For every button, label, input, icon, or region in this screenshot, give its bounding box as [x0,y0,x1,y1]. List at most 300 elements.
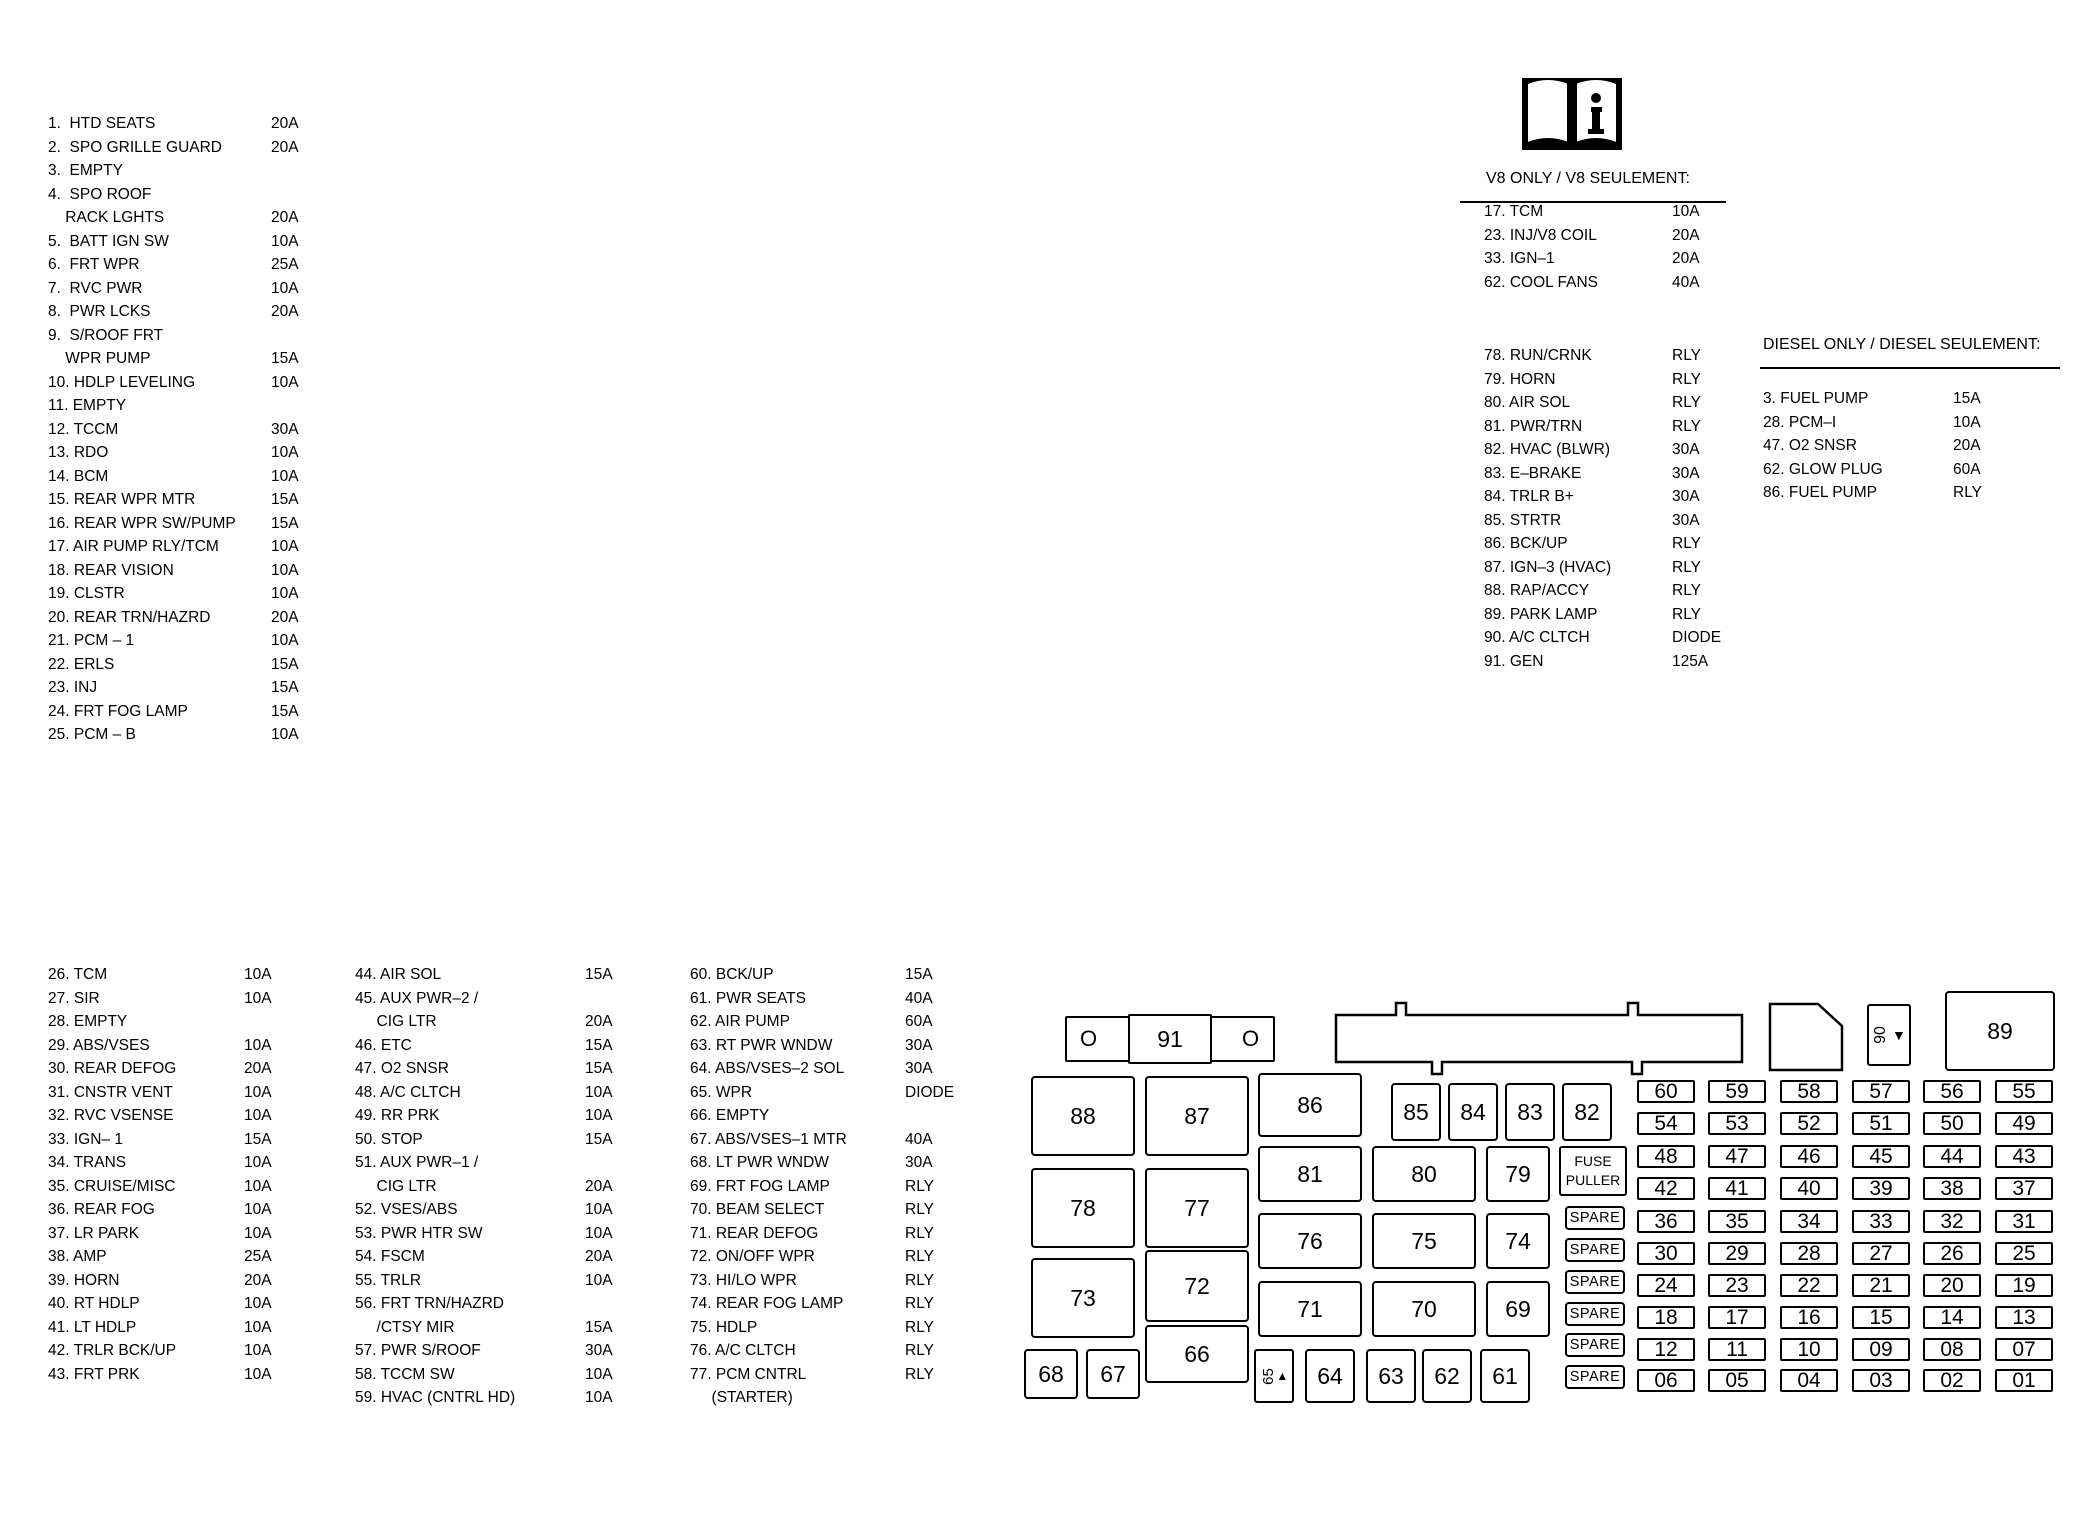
fuse-puller-line-1: FUSE [1574,1153,1612,1169]
mini-fuse-46: 46 [1780,1145,1838,1168]
fuse-rating: 30A [1672,464,1700,482]
fuse-rating: 10A [585,1224,613,1242]
fuse-label: 73. HI/LO WPR [690,1271,797,1289]
fuse-label: 62. COOL FANS [1484,273,1598,291]
mini-fuse-19: 19 [1995,1274,2053,1297]
fuse-label: 90. A/C CLTCH [1484,629,1590,646]
fuse-rating: 10A [271,538,299,555]
fuse-label: 23. INJ [48,679,98,696]
relay-box-85: 85 [1391,1083,1441,1141]
fuse-rating: 20A [1672,250,1700,267]
relay-box-71: 71 [1258,1281,1362,1337]
fuse-label: 23. INJ/V8 COIL [1484,226,1597,244]
fuse-rating: 30A [1672,511,1700,529]
fuse-label: 85. STRTR [1484,511,1562,529]
mini-fuse-28: 28 [1780,1242,1838,1265]
fuse-rating: 15A [905,966,933,983]
fuse-rating: 10A [1953,413,1981,431]
mini-fuse-09: 09 [1852,1338,1910,1361]
fuse-rating: RLY [905,1342,935,1359]
fuse-rating: 40A [1672,273,1700,291]
mini-fuse-24: 24 [1637,1274,1695,1297]
fuse-label: 1. HTD SEATS [48,115,156,132]
fuse-rating: 10A [244,1342,272,1359]
mini-fuse-25: 25 [1995,1242,2053,1265]
mini-fuse-27: 27 [1852,1242,1910,1265]
gen-bolt-right: O [1242,1026,1260,1051]
fuse-label: 43. FRT PRK [48,1365,140,1383]
relay-box-63: 63 [1366,1349,1416,1403]
fuse-label: 22. ERLS [48,655,115,673]
fuse-label: 19. CLSTR [48,585,125,602]
fuse-rating: 10A [585,1365,613,1383]
diode-65 [1254,1349,1294,1403]
fuse-label: 53. PWR HTR SW [355,1224,483,1242]
mini-fuse-10: 10 [1780,1338,1838,1361]
fuse-rating: 10A [585,1201,613,1218]
fuse-rating: RLY [905,1224,935,1242]
mini-fuse-36: 36 [1637,1210,1695,1233]
fuse-label: 31. CNSTR VENT [48,1083,173,1101]
fuse-label: 89. PARK LAMP [1484,605,1598,623]
mini-fuse-18: 18 [1637,1306,1695,1329]
relay-box-74: 74 [1486,1213,1550,1269]
mini-fuse-21: 21 [1852,1274,1910,1297]
mini-fuse-54: 54 [1637,1112,1695,1135]
fuse-label: 44. AIR SOL [355,966,442,983]
fuse-rating: 20A [271,138,299,156]
fuse-label: 3. FUEL PUMP [1763,390,1869,407]
fuse-rating: 10A [271,585,299,602]
fuse-label: 42. TRLR BCK/UP [48,1342,177,1359]
fuse-91-gen: 91 [1128,1014,1212,1064]
fuse-label: 86. FUEL PUMP [1763,484,1877,501]
mini-fuse-57: 57 [1852,1080,1910,1103]
fuse-rating: 10A [585,1107,613,1124]
fuse-rating: 20A [585,1177,613,1195]
relay-box-78: 78 [1031,1168,1135,1248]
fuse-rating: 10A [244,1083,272,1101]
fuse-rating: 20A [585,1013,613,1030]
fuse-label: 55. TRLR [355,1271,422,1289]
relay-box-69: 69 [1486,1281,1550,1337]
fuse-rating: 10A [244,1107,272,1124]
fuse-label: CIG LTR [355,1177,437,1195]
diesel-only-title: DIESEL ONLY / DIESEL SEULEMENT: [1763,336,2041,353]
fuse-label: 32. RVC VSENSE [48,1107,174,1124]
fuse-puller-line-2: PULLER [1565,1172,1621,1188]
fuse-rating: 10A [271,632,299,649]
fuse-rating: RLY [1672,347,1702,364]
diode-65-label: 65 [1259,1367,1277,1385]
fuse-rating: 20A [585,1248,613,1265]
fuse-rating: 30A [1672,488,1700,505]
mini-fuse-07: 07 [1995,1338,2053,1361]
fuse-rating: RLY [905,1295,935,1312]
fuse-label: 18. REAR VISION [48,561,174,579]
fuse-label: 29. ABS/VSES [48,1036,150,1054]
fuse-rating: 40A [905,1130,933,1148]
mini-fuse-37: 37 [1995,1177,2053,1200]
fuse-rating: RLY [1672,605,1702,623]
mini-fuse-45: 45 [1852,1145,1910,1168]
fuse-rating: 40A [905,989,933,1007]
fuse-label: 8. PWR LCKS [48,303,151,320]
fuse-rating: 30A [271,420,299,438]
fuse-label: 9. S/ROOF FRT [48,326,164,344]
fuse-label: 91. GEN [1484,652,1544,670]
fuse-label: 17. TCM [1484,203,1544,220]
fuse-label: 63. RT PWR WNDW [690,1036,833,1054]
mini-fuse-34: 34 [1780,1210,1838,1233]
fuse-rating: 10A [244,989,272,1007]
mini-fuse-11: 11 [1708,1338,1766,1361]
fuse-rating: 20A [1672,226,1700,244]
mini-fuse-40: 40 [1780,1177,1838,1200]
fuse-label: 41. LT HDLP [48,1318,137,1336]
mini-fuse-49: 49 [1995,1112,2053,1135]
fuse-rating: 10A [244,1224,272,1242]
fuse-rating: 60A [1953,460,1981,478]
mini-fuse-43: 43 [1995,1145,2053,1168]
fuse-label: 14. BCM [48,467,109,485]
mini-fuse-26: 26 [1923,1242,1981,1265]
fuse-label: 62. AIR PUMP [690,1013,790,1030]
fuse-label: 33. IGN–1 [1484,250,1555,267]
fuse-label: /CTSY MIR [355,1318,455,1336]
fuse-rating: RLY [905,1318,935,1336]
spare-fuse-slot: SPARE [1565,1238,1625,1262]
fuse-label: 71. REAR DEFOG [690,1224,819,1242]
fuse-label: 60. BCK/UP [690,966,774,983]
mini-fuse-41: 41 [1708,1177,1766,1200]
fuse-label: 70. BEAM SELECT [690,1201,825,1218]
fuse-label: 74. REAR FOG LAMP [690,1295,844,1312]
fuse-label: 86. BCK/UP [1484,535,1568,552]
mini-fuse-15: 15 [1852,1306,1910,1329]
mini-fuse-12: 12 [1637,1338,1695,1361]
fuse-rating: RLY [905,1271,935,1289]
fuse-label: 3. EMPTY [48,162,123,179]
fuse-label: 30. REAR DEFOG [48,1060,177,1077]
fuse-label: (STARTER) [690,1389,793,1406]
fuse-label: 57. PWR S/ROOF [355,1342,481,1359]
fuse-label: 66. EMPTY [690,1107,770,1124]
fuse-rating: 15A [271,491,299,508]
mini-fuse-56: 56 [1923,1080,1981,1103]
fuse-label: 25. PCM – B [48,726,136,743]
fuse-label: 45. AUX PWR–2 / [355,989,479,1007]
fuse-rating: 10A [244,1154,272,1171]
fuse-rating: 10A [271,279,299,297]
spare-fuse-slot: SPARE [1565,1333,1625,1357]
mini-fuse-53: 53 [1708,1112,1766,1135]
fuse-rating: 20A [244,1060,272,1077]
fuse-rating: 10A [244,966,272,983]
mini-fuse-55: 55 [1995,1080,2053,1103]
mini-fuse-32: 32 [1923,1210,1981,1233]
fuse-label: 48. A/C CLTCH [355,1083,461,1101]
fuse-rating: 15A [585,1318,613,1336]
mini-fuse-05: 05 [1708,1369,1766,1392]
fuse-label: 36. REAR FOG [48,1201,155,1218]
relay-box-61: 61 [1480,1349,1530,1403]
fuse-rating: 15A [585,1036,613,1054]
relay-box-75: 75 [1372,1213,1476,1269]
fuse-label: 65. WPR [690,1083,753,1101]
fuse-label: 47. O2 SNSR [355,1060,449,1077]
fuse-label: 69. FRT FOG LAMP [690,1177,830,1195]
fuse-label: WPR PUMP [48,350,151,367]
mini-fuse-50: 50 [1923,1112,1981,1135]
fuse-rating: RLY [905,1201,935,1218]
mini-fuse-01: 01 [1995,1369,2053,1392]
fuse-label: 81. PWR/TRN [1484,417,1583,435]
fuse-label: 67. ABS/VSES–1 MTR [690,1130,847,1148]
mini-fuse-20: 20 [1923,1274,1981,1297]
fuse-rating: 10A [244,1318,272,1336]
spare-fuse-slot: SPARE [1565,1365,1625,1389]
fuse-label: 88. RAP/ACCY [1484,582,1590,599]
fuse-rating: 10A [271,726,299,743]
fuse-label: 58. TCCM SW [355,1365,455,1383]
mini-fuse-44: 44 [1923,1145,1981,1168]
fuse-rating: 10A [244,1036,272,1054]
fuse-rating: 25A [244,1248,272,1265]
mini-fuse-52: 52 [1780,1112,1838,1135]
fuse-rating: DIODE [1672,629,1722,646]
fuse-rating: 10A [244,1295,272,1312]
mini-fuse-04: 04 [1780,1369,1838,1392]
relay-box-79: 79 [1486,1146,1550,1202]
diode-symbol-icon: ▼ [1891,1027,1906,1043]
diode-90-label: 90 [1872,1026,1890,1044]
fuse-rating: 10A [271,561,299,579]
v8-only-title: V8 ONLY / V8 SEULEMENT: [1486,170,1690,187]
mini-fuse-08: 08 [1923,1338,1981,1361]
fuse-rating: 10A [271,444,299,461]
mini-fuse-30: 30 [1637,1242,1695,1265]
fuse-rating: 10A [244,1201,272,1218]
relay-box-68: 68 [1024,1349,1078,1399]
relay-box-82: 82 [1562,1083,1612,1141]
fuse-rating: 30A [905,1060,933,1077]
fuse-rating: RLY [1672,370,1702,388]
fuse-rating: RLY [1672,558,1702,576]
fuse-rating: 20A [271,608,299,626]
fuse-label: 46. ETC [355,1036,412,1054]
fuse-label: 34. TRANS [48,1154,127,1171]
fuse-rating: 10A [271,232,299,250]
fuse-label: 62. GLOW PLUG [1763,460,1883,478]
fuse-label: 12. TCCM [48,420,119,438]
mini-fuse-17: 17 [1708,1306,1766,1329]
fuse-label: 13. RDO [48,444,109,461]
fuse-label: 28. PCM–I [1763,413,1837,431]
fuse-rating: 15A [585,966,613,983]
fuse-label: 16. REAR WPR SW/PUMP [48,514,236,532]
fuse-rating: RLY [1672,582,1702,599]
fuse-rating: 15A [271,514,299,532]
fuse-rating: 10A [1672,203,1700,220]
relay-box-73: 73 [1031,1258,1135,1338]
fuse-label: 50. STOP [355,1130,423,1148]
fuse-label: 80. AIR SOL [1484,394,1571,411]
fuse-rating: RLY [1953,484,1983,501]
mini-fuse-16: 16 [1780,1306,1838,1329]
fuse-rating: RLY [905,1248,935,1265]
mini-fuse-48: 48 [1637,1145,1695,1168]
fuse-label: 59. HVAC (CNTRL HD) [355,1389,516,1406]
fuse-rating: 15A [585,1060,613,1077]
mini-fuse-29: 29 [1708,1242,1766,1265]
mini-fuse-31: 31 [1995,1210,2053,1233]
fuse-label: 17. AIR PUMP RLY/TCM [48,538,219,555]
mini-fuse-60: 60 [1637,1080,1695,1103]
fuse-rating: 10A [585,1389,613,1406]
fuse-label: 37. LR PARK [48,1224,140,1242]
fuse-label: 82. HVAC (BLWR) [1484,441,1611,458]
fuse-puller [1559,1146,1627,1196]
fuse-label: 11. EMPTY [48,397,127,414]
fuse-rating: 20A [271,303,299,320]
fuse-label: 72. ON/OFF WPR [690,1248,815,1265]
relay-box-83: 83 [1505,1083,1555,1141]
relay-box-84: 84 [1448,1083,1498,1141]
fuse-rating: RLY [905,1365,935,1383]
fuse-rating: 10A [244,1365,272,1383]
fuse-label: 2. SPO GRILLE GUARD [48,138,222,156]
fuse-label: 7. RVC PWR [48,279,143,297]
fuse-label: 47. O2 SNSR [1763,437,1857,454]
relay-box-70: 70 [1372,1281,1476,1337]
fuse-rating: 30A [905,1154,933,1171]
mini-fuse-59: 59 [1708,1080,1766,1103]
fuse-rating: RLY [1672,417,1702,435]
fuse-label: 20. REAR TRN/HAZRD [48,608,211,626]
fuse-label: 77. PCM CNTRL [690,1365,807,1383]
fuse-label: 76. A/C CLTCH [690,1342,796,1359]
fuse-label: 52. VSES/ABS [355,1201,458,1218]
fuse-rating: 15A [271,679,299,696]
mini-fuse-13: 13 [1995,1306,2053,1329]
spare-fuse-slot: SPARE [1565,1270,1625,1294]
fuse-rating: 15A [1953,390,1981,407]
relay-box-77: 77 [1145,1168,1249,1248]
mini-fuse-51: 51 [1852,1112,1910,1135]
fuse-rating: 20A [244,1271,272,1289]
mini-fuse-38: 38 [1923,1177,1981,1200]
mini-fuse-02: 02 [1923,1369,1981,1392]
mini-fuse-06: 06 [1637,1369,1695,1392]
relay-box-72: 72 [1145,1250,1249,1322]
fuse-rating: 125A [1672,652,1709,670]
fuse-label: 75. HDLP [690,1318,758,1336]
fuse-label: RACK LGHTS [48,209,165,226]
mini-fuse-42: 42 [1637,1177,1695,1200]
mini-fuse-23: 23 [1708,1274,1766,1297]
fuse-rating: 10A [271,467,299,485]
fuse-label: 15. REAR WPR MTR [48,491,196,508]
diode-90 [1867,1004,1911,1066]
mini-fuse-22: 22 [1780,1274,1838,1297]
fuse-label: 79. HORN [1484,370,1556,388]
fuse-label: 54. FSCM [355,1248,425,1265]
relay-box-76: 76 [1258,1213,1362,1269]
fuse-label: 24. FRT FOG LAMP [48,702,188,720]
fuse-label: 39. HORN [48,1271,120,1289]
fuse-label: 61. PWR SEATS [690,989,806,1007]
fuse-rating: RLY [1672,535,1702,552]
fuse-label: 33. IGN– 1 [48,1130,123,1148]
fuse-rating: DIODE [905,1083,955,1101]
mini-fuse-35: 35 [1708,1210,1766,1233]
fuse-label: 64. ABS/VSES–2 SOL [690,1060,845,1077]
fuse-label: 87. IGN–3 (HVAC) [1484,558,1612,576]
fuse-rating: 10A [271,373,299,391]
relay-box-86: 86 [1258,1073,1362,1137]
fuse-rating: 20A [271,209,299,226]
fuse-rating: 10A [585,1271,613,1289]
fuse-label: 38. AMP [48,1248,107,1265]
fuse-label: 28. EMPTY [48,1013,128,1030]
mini-fuse-03: 03 [1852,1369,1910,1392]
mini-fuse-39: 39 [1852,1177,1910,1200]
fuse-label: 68. LT PWR WNDW [690,1154,829,1171]
relay-box-66: 66 [1145,1325,1249,1383]
mini-fuse-33: 33 [1852,1210,1910,1233]
fuse-label: 56. FRT TRN/HAZRD [355,1295,504,1312]
fuse-rating: 30A [585,1342,613,1359]
fuse-rating: 30A [905,1036,933,1054]
fuse-rating: 20A [271,115,299,132]
spare-fuse-slot: SPARE [1565,1302,1625,1326]
fuse-label: 35. CRUISE/MISC [48,1177,176,1195]
fuse-rating: 20A [1953,437,1981,454]
mini-fuse-47: 47 [1708,1145,1766,1168]
gen-bolt-left: O [1080,1026,1098,1051]
fuse-rating: 25A [271,256,299,273]
relay-box-81: 81 [1258,1146,1362,1202]
fuse-rating: 15A [271,702,299,720]
relay-box-87: 87 [1145,1076,1249,1156]
fuse-label: 27. SIR [48,989,100,1007]
fuse-rating: 15A [271,350,299,367]
relay-box-67: 67 [1086,1349,1140,1399]
fuse-rating: RLY [1672,394,1702,411]
relay-box-88: 88 [1031,1076,1135,1156]
fuse-rating: 10A [585,1083,613,1101]
fuse-label: 40. RT HDLP [48,1295,140,1312]
fuse-label: 78. RUN/CRNK [1484,347,1592,364]
diode-symbol-icon: ▲ [1276,1369,1289,1383]
fuse-label: 4. SPO ROOF [48,185,152,203]
spare-fuse-slot: SPARE [1565,1206,1625,1230]
fuse-rating: RLY [905,1177,935,1195]
relay-box-62: 62 [1422,1349,1472,1403]
fuse-label: 10. HDLP LEVELING [48,373,196,391]
fuse-rating: 10A [244,1177,272,1195]
fuse-rating: 15A [271,655,299,673]
fuse-label: 51. AUX PWR–1 / [355,1154,479,1171]
fuse-label: CIG LTR [355,1013,437,1030]
mini-fuse-58: 58 [1780,1080,1838,1103]
relay-box-80: 80 [1372,1146,1476,1202]
relay-box-89: 89 [1945,991,2055,1071]
fuse-rating: 60A [905,1013,933,1030]
fuse-label: 21. PCM – 1 [48,632,135,649]
fuse-label: 5. BATT IGN SW [48,232,169,250]
